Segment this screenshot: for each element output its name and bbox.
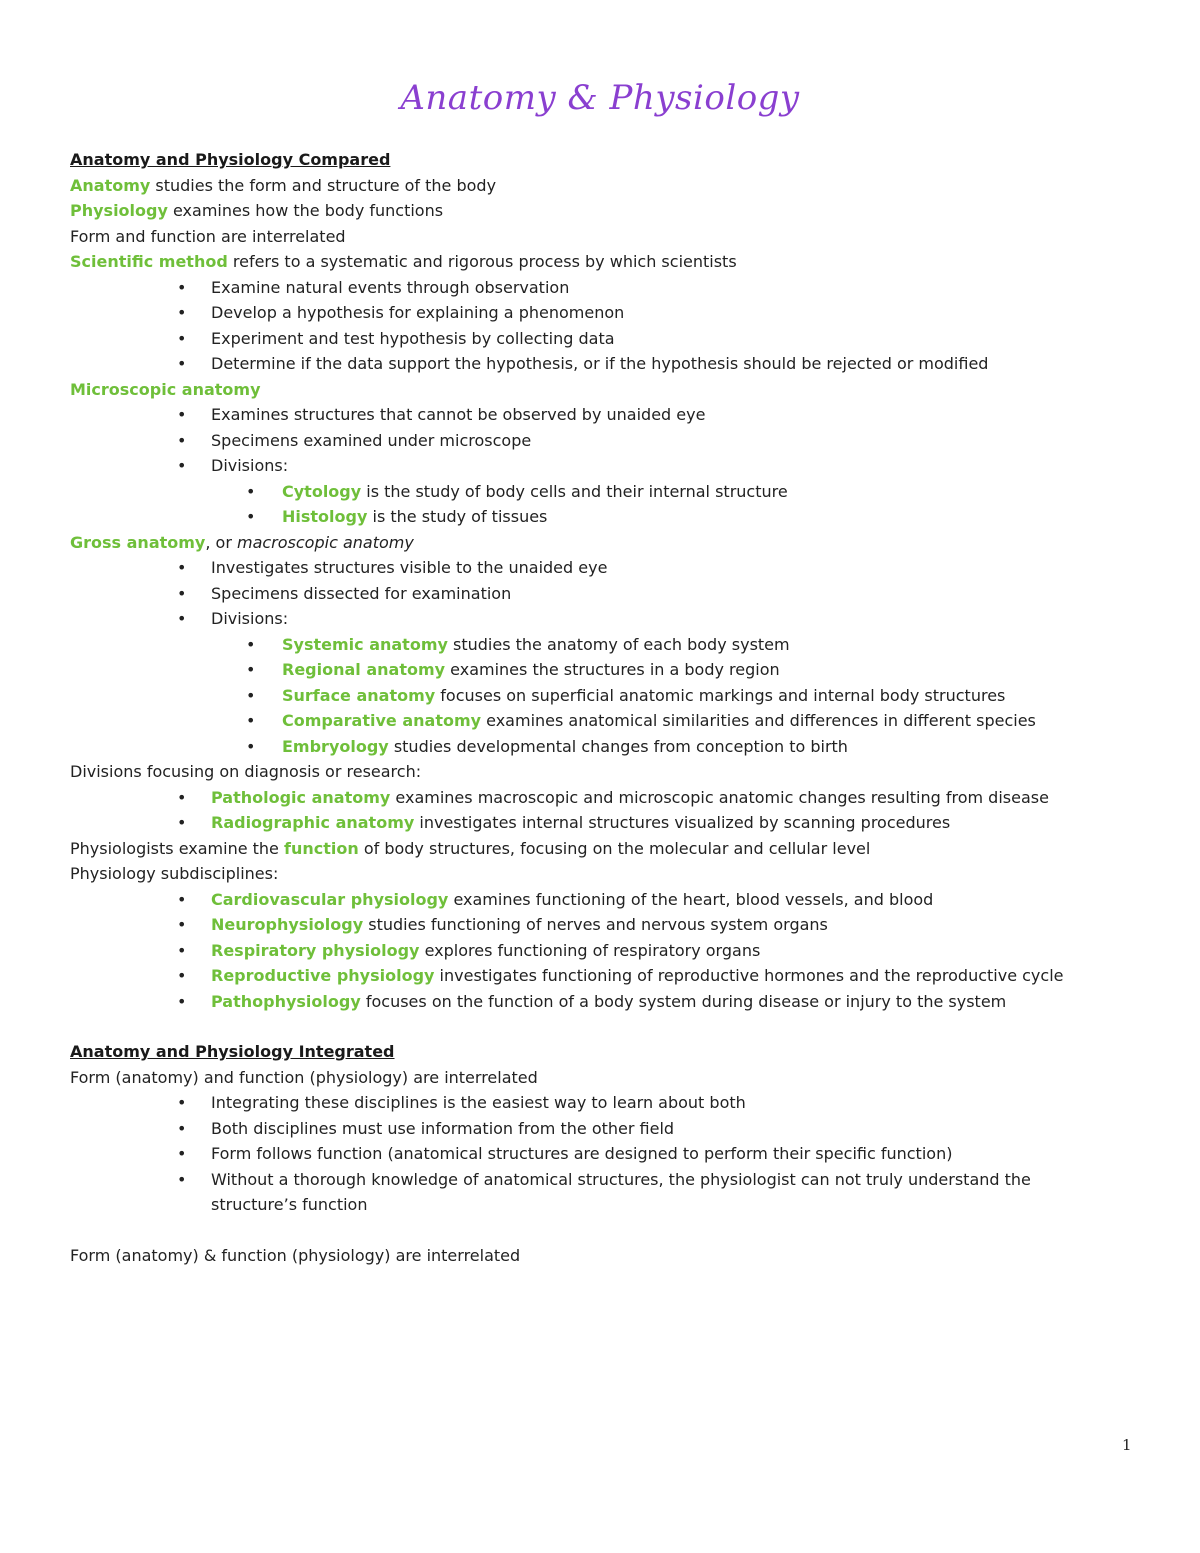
term-cytology: Cytology [282,481,362,501]
term-macroscopic-anatomy: macroscopic anatomy [236,532,414,552]
list-item: • Neurophysiology studies functioning of nerves and nervous system organs [70,912,1140,938]
page-title: Anatomy & Physiology [400,78,800,118]
term-neurophysiology: Neurophysiology [211,915,364,934]
list-item: • Specimens dissected for examination [70,581,1140,607]
term-systemic-anatomy: Systemic anatomy [282,634,448,654]
subdisciplines-line: Physiology subdisciplines: [70,864,279,883]
bullet-icon: • [246,634,256,654]
page-number: 1 [1122,1436,1132,1454]
section-heading-compared: Anatomy and Physiology Compared [70,150,391,169]
term-pathologic-anatomy: Pathologic anatomy [211,787,391,807]
term-comparative-anatomy: Comparative anatomy [282,711,482,730]
section-heading-integrated: Anatomy and Physiology Integrated [70,1042,395,1061]
bullet-icon: • [246,507,256,526]
list-item: • Determine if the data support the hypothesis, or if the hypothesis should be rejected or modified [70,351,1140,377]
bullet-icon: • [177,558,187,577]
list-item: • Divisions: [70,453,1140,479]
list-item: • Systemic anatomy studies the anatomy of each body system [70,632,1140,658]
list-item: • Pathophysiology focuses on the function of a body system during disease or injury to the system [70,989,1140,1015]
anatomy-definition [70,173,1140,199]
list-item: • Without a thorough knowledge of anatomical structures, the physiologist can not truly understand the structure’s function [70,1167,1140,1218]
list-item: • Regional anatomy examines the structures in a body region [70,657,1140,683]
term-anatomy: Anatomy [70,175,151,195]
bullet-icon: • [177,1169,187,1189]
bullet-icon: • [177,1093,187,1112]
bullet-icon: • [246,736,256,756]
bullet-icon: • [177,456,187,475]
form-function-line: Form and function are interrelated [70,226,346,246]
diagnosis-divisions-line: Divisions focusing on diagnosis or research: [70,762,422,781]
bullet-icon: • [177,430,187,450]
bullet-icon: • [246,711,256,730]
bullet-icon: • [177,915,187,934]
bullet-icon: • [246,685,256,705]
bullet-icon: • [177,1118,187,1138]
list-item: • Surface anatomy focuses on superficial anatomic markings and internal body structures [70,683,1140,709]
bullet-icon: • [246,660,256,679]
list-item: • Investigates structures visible to the unaided eye [70,555,1140,581]
term-microscopic-anatomy: Microscopic anatomy [70,379,261,399]
list-item: • Radiographic anatomy investigates internal structures visualized by scanning procedures [70,810,1140,836]
term-histology: Histology [282,507,368,526]
term-physiology: Physiology [70,201,168,220]
bullet-icon: • [177,405,187,424]
bullet-icon: • [177,991,187,1011]
notes-body [70,147,1140,1268]
list-item: • Integrating these disciplines is the easiest way to learn about both [70,1090,1140,1116]
definition-text: examines how the body functions [167,201,444,220]
term-surface-anatomy: Surface anatomy [282,685,436,705]
list-item: • Both disciplines must use information from the other field [70,1116,1140,1142]
list-item: • Embryology studies developmental changes from conception to birth [70,734,1140,760]
list-item: • Divisions: [70,606,1140,632]
bullet-icon: • [177,966,187,985]
bullet-icon: • [177,889,187,909]
gross-anatomy-definition: Gross anatomy, or macroscopic anatomy [70,532,414,552]
bullet-icon: • [177,609,187,628]
scientific-method-definition [70,249,1140,275]
list-item: • Cytology is the study of body cells and their internal structure [70,479,1140,505]
bullet-icon: • [177,940,187,960]
list-item: • Develop a hypothesis for explaining a phenomenon [70,300,1140,326]
term-radiographic-anatomy: Radiographic anatomy [211,813,415,832]
term-reproductive-physiology: Reproductive physiology [211,966,435,985]
bullet-icon: • [177,277,187,297]
spacer [70,1014,1140,1039]
definition-text: refers to a systematic and rigorous process by which scientists [227,252,737,271]
list-item: • Comparative anatomy examines anatomical similarities and differences in different species [70,708,1140,734]
list-item: • Pathologic anatomy examines macroscopic and microscopic anatomic changes resulting from disease [70,785,1140,811]
list-item: • Reproductive physiology investigates functioning of reproductive hormones and the reproductive cycle [70,963,1140,989]
bullet-icon: • [177,1144,187,1163]
list-item: • Examine natural events through observation [70,275,1140,301]
bullet-icon: • [177,787,187,807]
term-respiratory-physiology: Respiratory physiology [211,940,420,960]
term-gross-anatomy: Gross anatomy [70,532,206,552]
term-scientific-method: Scientific method [70,252,228,271]
bullet-icon: • [177,813,187,832]
list-item: • Histology is the study of tissues [70,504,1140,530]
integrated-intro: Form (anatomy) and function (physiology) are interrelated [70,1067,538,1087]
term-embryology: Embryology [282,736,389,756]
closing-line: Form (anatomy) & function (physiology) are interrelated [70,1245,521,1265]
bullet-icon: • [177,583,187,603]
term-function: function [283,838,359,858]
list-item: • Cardiovascular physiology examines functioning of the heart, blood vessels, and blood [70,887,1140,913]
term-cardiovascular-physiology: Cardiovascular physiology [211,889,449,909]
list-item: • Respiratory physiology explores functioning of respiratory organs [70,938,1140,964]
list-item: • Specimens examined under microscope [70,428,1140,454]
physiologists-line: Physiologists examine the function of body structures, focusing on the molecular and cellular level [70,838,871,858]
bullet-icon: • [177,354,187,373]
bullet-icon: • [246,481,256,501]
spacer [70,1218,1140,1243]
list-item: • Experiment and test hypothesis by collecting data [70,326,1140,352]
definition-text: studies the form and structure of the body [150,175,497,195]
term-regional-anatomy: Regional anatomy [282,660,446,679]
physiology-definition [70,198,1140,224]
list-item: • Examines structures that cannot be observed by unaided eye [70,402,1140,428]
term-pathophysiology: Pathophysiology [211,991,361,1011]
list-item: • Form follows function (anatomical structures are designed to perform their specific function) [70,1141,1140,1167]
bullet-icon: • [177,328,187,348]
bullet-icon: • [177,303,187,322]
